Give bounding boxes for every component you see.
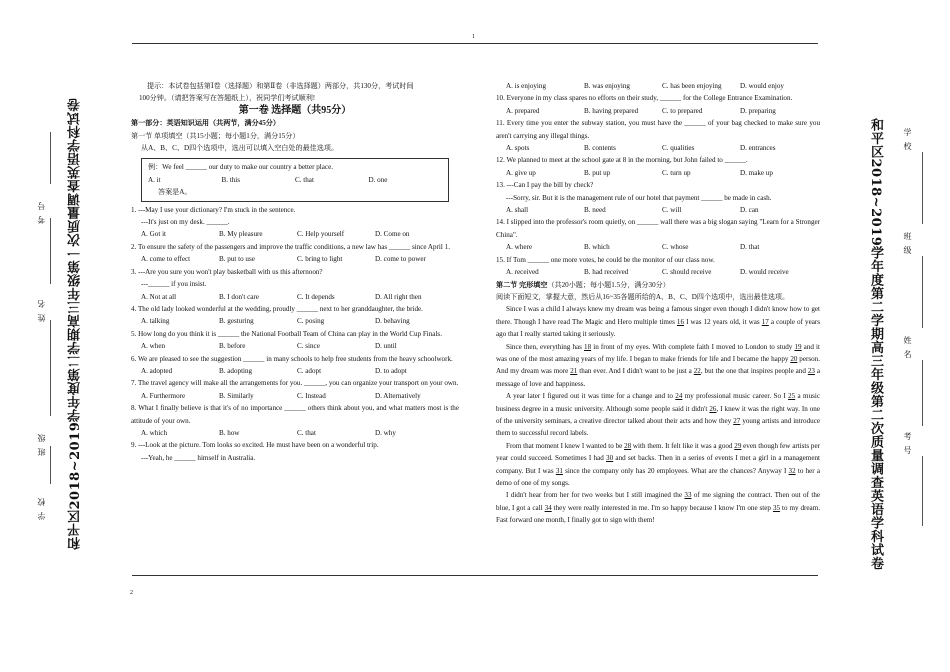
q4-option-d: D. behaving [375,317,410,326]
question-9-options [496,80,820,92]
cloze-text: , but the one that inspires people and [700,367,808,376]
q11-option-c: C. qualities [662,144,695,153]
cloze-text: a music business degree in a music university. Although some people said it didn't [496,392,821,413]
q13-option-d: D. can [740,206,759,215]
right-fill-line-school [922,152,923,224]
q6-option-c: C. adopt [297,366,322,375]
q1-option-a: A. Got it [141,230,167,239]
question-10-options [496,105,820,117]
example-option-a: A. it [148,175,161,184]
section2-instruction: 阅读下面短文，掌握大意，然后从16~35各题所给的A、B、C、D四个选项中，选出最佳选项。 [496,292,790,301]
question-7-options [131,390,459,402]
q10-option-c: C. to prepared [662,106,703,115]
blank-32: 32 [788,466,796,475]
q2-option-c: C. bring to light [297,255,343,264]
q15-option-c: C. should receive [662,268,712,277]
question-15: 15. If Tom ______ one more votes, he could be the monitor of our class now. [496,255,715,264]
left-fill-line-school [50,446,51,484]
cloze-paragraph-3 [496,390,820,440]
cloze-text: a couple of years ago that I really started taking it seriously. [496,317,820,339]
question-9-line-b: ---Yeah, he ______ himself in Australia. [141,453,256,462]
example-options [148,174,442,186]
left-label-school: 学校 [37,492,46,520]
q8-option-b: B. how [219,428,240,437]
q14-option-b: B. which [584,243,610,252]
cloze-paragraph-4 [496,440,820,490]
q3-option-d: D. All right then [375,292,422,301]
question-6: 6. We are pleased to see the suggestion ______ in many schools to help free students from the heavy schoolwork. [131,354,453,363]
q8-option-a: A. which [141,428,168,437]
q10-option-d: D. preparing [740,106,776,115]
cloze-text: From that moment I knew I wanted to be [506,441,625,450]
cloze-text: than ever. And I didn't want to be just a [577,367,694,376]
blank-25: 25 [788,392,796,401]
q9-option-c: C. has been enjoying [662,82,722,90]
q3-option-c: C. It depends [297,292,335,301]
q15-option-a: A. received [506,268,539,277]
cloze-text: to her a demo of one of my songs. [496,466,820,487]
question-2-options [131,253,459,265]
q6-option-b: B. adopting [219,366,253,375]
part-title: 第一卷 选择题（共95分） [238,104,352,116]
question-10: 10. Everyone in my class spares no efforts on their study, ______ for the College Entrance Examination. [496,94,793,103]
q14-option-a: A. where [506,243,532,252]
q11-option-b: B. contents [584,144,616,153]
cloze-text: and it was one of the most amazing years of my life. I began to make friends for life and I became the happy [496,342,820,363]
section2-title: 第二节 完形填空 [496,280,548,289]
cloze-text: and set backs. Then in a series of events I met a girl in a management company. But I was [496,454,820,475]
cloze-text: I didn't hear from her for two weeks but I still imagined the [506,491,685,500]
question-1-line-b: ---It's just on my desk. ______. [141,218,230,227]
question-1-line-a: 1. ---May I use your dictionary? I'm stuck in the sentence. [131,205,296,214]
q5-option-a: A. when [141,342,166,351]
q7-option-c: C. Instead [297,391,326,400]
cloze-text: Since then, everything has [506,342,585,351]
q2-option-b: B. put to use [219,255,255,264]
blank-33: 33 [684,491,692,500]
q4-option-a: A. talking [141,317,170,326]
section2-heading [496,279,820,291]
question-13-options [496,204,820,216]
left-fill-line-number [50,132,51,184]
question-12: 12. We planned to meet at the school gate at 8 in the morning, but John failed to ______. [496,156,748,165]
blank-20: 20 [790,354,798,363]
right-fill-line-number [922,456,923,526]
q8-option-d: D. why [375,428,396,437]
cloze-text: my professional music career. So I [682,392,789,401]
cloze-text: Since I was a child I always knew my dream was being a famous singer even though I didn't know how to get there. Though I have read The Magic and Hero multiple times [496,305,820,326]
cloze-text: , I knew it was the right way. In one of the university seminars, a creative director talked about their acts and how they [496,404,820,425]
example-question: 例：We feel ______ our duty to make our country a better place. [148,163,333,172]
cloze-text: they were really interested in me. I'm so happy because I know I'm one step [551,503,773,512]
blank-35: 35 [772,503,781,512]
question-4: 4. The old lady looked wonderful at the wedding, proudly ______ next to her granddaughter, the bride. [131,304,423,313]
left-fill-line-class [50,320,51,416]
cloze-paragraph-1 [496,303,820,340]
question-6-options [131,365,459,377]
q10-option-b: B. having prepared [584,106,639,115]
question-11: 11. Every time you enter the subway station, you must have the ______ of your bag checked to make sure you aren't carrying any illegal things. [496,119,820,140]
q8-option-c: C. that [297,428,316,437]
section1-subtitle: 第一节 单项填空（共15小题；每小题1分，满分15分） [131,131,300,140]
q5-option-d: D. until [375,342,397,351]
question-7: 7. The travel agency will make all the arrangements for you. ______, you can organize your transport on your own. [131,379,459,388]
example-box [141,158,449,201]
example-option-b: B. this [221,175,241,184]
blank-30: 30 [606,454,614,463]
cloze-text: I was 12 years old, it was [684,317,762,326]
q1-option-c: C. Help yourself [297,230,345,239]
notice-line-1: 提示：本试卷包括第Ⅰ卷（选择题）和第Ⅱ卷（非选择题）两部分，共130分，考试时间 [147,82,414,90]
q13-option-b: B. need [584,206,606,215]
left-column [131,80,459,464]
question-8: 8. What I finally believe is that it's of no importance ______ others think about you, and what matters most is the attitude of your own. [131,404,459,425]
question-5-options [131,340,459,352]
q13-option-a: A. shall [506,206,529,215]
q11-option-a: A. spots [506,144,530,153]
cloze-text: young artists and introduce them to successful record labels. [496,416,820,438]
right-fill-line-name [922,360,923,426]
blank-26: 26 [709,404,717,413]
q9-option-b: B. was enjoying [584,82,630,90]
question-9-line-a: 9. ---Look at the picture. Tom looks so excited. He must have been on a wonderful trip. [131,441,379,450]
cloze-text: in front of my eyes. With complete faith I moved to London to study [591,342,795,351]
blank-21: 21 [570,367,578,376]
q1-option-b: B. My pleasure [219,230,263,239]
q14-option-c: C. whose [662,243,689,252]
q14-option-d: D. that [740,243,760,252]
q3-option-a: A. Not at all [141,292,177,301]
q4-option-c: C. posing [297,317,325,326]
cloze-text: to my dream. Fast forward one month, I finally got to sign with them! [496,503,820,525]
question-11-options [496,142,820,154]
section2-note: （共20小题；每小题1.5分，满分30分） [547,280,670,289]
cloze-text: a message of love and happiness. [496,367,820,388]
notice-line-2: 100分钟。（请把答案写在答题纸上），祝同学们考试顺利! [139,94,316,103]
question-1-options [131,228,459,240]
blank-31: 31 [555,466,563,475]
q12-option-d: D. make up [740,168,773,177]
cloze-text: A year later I figured out it was time for a change and to [506,392,676,401]
blank-27: 27 [733,416,741,425]
blank-34: 34 [544,503,552,512]
left-label-number: 考号 [37,196,46,224]
cloze-text: person. And my dream was more [496,354,820,376]
question-3-line-b: ---______ if you insist. [141,280,207,289]
question-4-options [131,315,459,327]
blank-18: 18 [584,342,592,351]
q1-option-d: D. Come on [375,230,410,239]
left-label-class: 班级 [37,428,46,456]
q15-option-d: D. would receive [740,268,789,277]
page-number-bottom: 2 [130,590,133,596]
blank-28: 28 [624,441,632,450]
section1-instruction: 从A、B、C、D四个选项中，选出可以填入空白处的最佳选项。 [141,144,339,153]
q2-option-d: D. come to power [375,255,426,264]
question-14: 14. I slipped into the professor's room quietly, on ______ wall there was a big slogan saying "Learn for a Stronger China". [496,218,820,239]
q7-option-d: D. Alternatively [375,391,421,400]
right-fill-line-class [922,256,923,328]
q10-option-a: A. prepared [506,106,540,115]
example-answer: 答案是A。 [158,188,192,197]
q12-option-b: B. put up [584,168,611,177]
q4-option-b: B. gesturing [219,317,254,326]
q5-option-c: C. since [297,342,320,351]
q3-option-b: B. I don't care [219,292,259,301]
left-fill-line-name [50,218,51,284]
q12-option-c: C. turn up [662,168,691,177]
q7-option-a: A. Furthermore [141,391,186,400]
blank-17: 17 [761,317,769,326]
q7-option-b: B. Similarly [219,391,254,400]
q13-option-c: C. will [662,206,682,215]
question-2: 2. To ensure the safety of the passengers and improve the traffic conditions, a new law has ______ since April 1. [131,242,450,251]
right-column [496,80,820,527]
q9-option-d: D. would enjoy [740,82,784,90]
q11-option-d: D. entrances [740,144,776,153]
page-number-top: 1 [472,34,475,40]
example-option-c: C. that [295,175,314,184]
blank-19: 19 [794,342,802,351]
cloze-text: with them. It felt like it was a good [631,441,735,450]
example-option-d: D. one [368,175,388,184]
q15-option-b: B. had received [584,268,629,277]
q6-option-a: A. adopted [141,366,173,375]
section1-title: 第一部分：英语知识运用（共两节，满分45分） [131,119,280,128]
q12-option-a: A. give up [506,168,536,177]
q6-option-d: D. to adopt [375,366,407,375]
question-5: 5. How long do you think it is ______ the National Football Team of China can play in the World Cup Finals. [131,329,442,338]
q2-option-a: A. come to effect [141,255,191,264]
q5-option-b: B. before [219,342,246,351]
question-13-line-b: ---Sorry, sir. But it is the management rule of our hotel that payment ______ be made in cash. [506,193,772,202]
cloze-text: of me signing the contract. Then out of the blue, I got a call [496,491,821,512]
blank-24: 24 [675,392,683,401]
blank-29: 29 [734,441,742,450]
q9-option-a: A. is enjoying [506,82,546,90]
right-strip-title: 和平区2018~2019学年度第二学期高三年级第二次质量调查英语学科试卷 [868,118,883,571]
left-label-name: 姓名 [37,294,46,322]
cloze-text: since the company only has 20 employees. What are the chances? Anyway I [562,466,789,475]
cloze-paragraph-2 [496,341,820,391]
blank-22: 22 [693,367,701,376]
cloze-paragraph-5 [496,489,820,526]
left-strip-title: 和平区2018~2019学年度第二学期高三年级第一次质量调查英语学科试卷 [68,97,83,550]
question-12-options [496,167,820,179]
blank-16: 16 [676,317,685,326]
top-rule [132,43,818,44]
blank-23: 23 [807,367,815,376]
right-label-school: 学校 [903,128,912,156]
question-14-options [496,241,820,253]
question-15-options [496,266,820,278]
question-13-line-a: 13. ---Can I pay the bill by check? [496,181,594,190]
right-label-class: 班级 [903,232,912,260]
question-8-options [131,427,459,439]
right-label-number: 考号 [903,432,912,460]
question-3-line-a: 3. ---Are you sure you won't play basketball with us this afternoon? [131,267,323,276]
right-label-name: 姓名 [903,336,912,364]
question-3-options [131,291,459,303]
cloze-text: even though few artists per year could succeed. Sometimes I had [496,441,820,463]
bottom-rule [132,575,818,576]
